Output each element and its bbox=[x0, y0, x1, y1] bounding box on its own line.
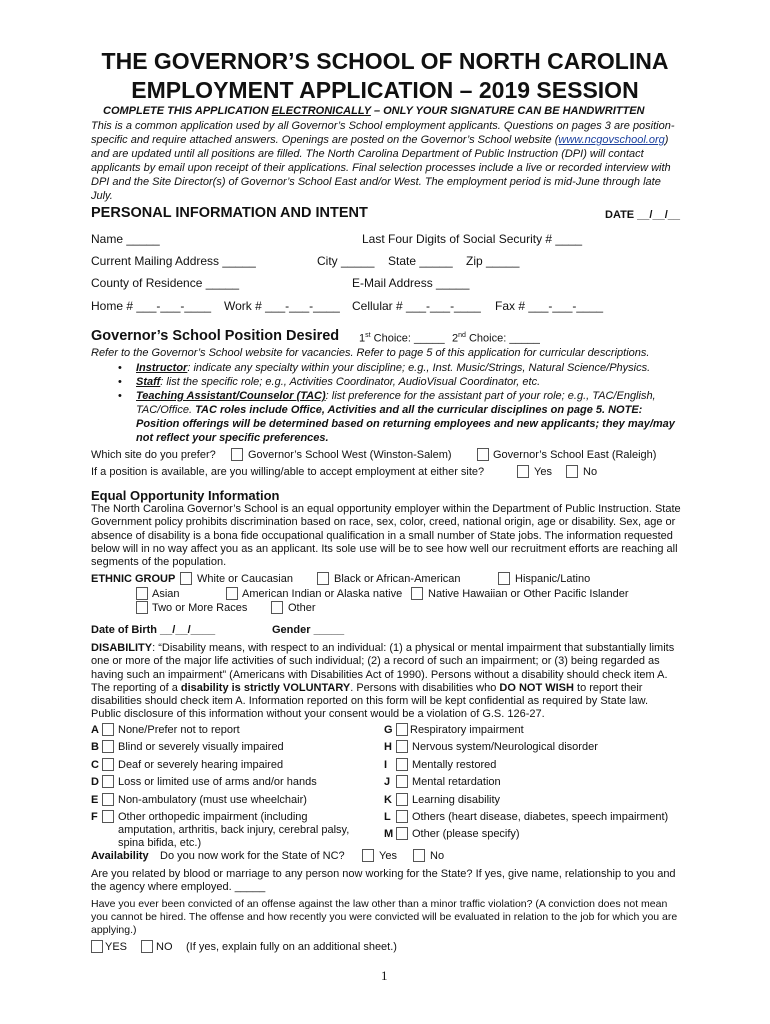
availability-question: Do you now work for the State of NC? bbox=[160, 850, 345, 862]
disability-j-checkbox[interactable] bbox=[396, 775, 408, 788]
american-indian-label: American Indian or Alaska native bbox=[242, 588, 403, 600]
refer-note: Refer to the Governor’s School website for vacancies. Refer to page 5 of this application for curricular descriptions. bbox=[91, 347, 650, 359]
page-title-line2: EMPLOYMENT APPLICATION – 2019 SESSION bbox=[131, 77, 639, 103]
disability-c-checkbox[interactable] bbox=[102, 758, 114, 771]
disability-f-checkbox[interactable] bbox=[102, 810, 114, 823]
bullet-staff: • Staff: list the specific role; e.g., Activities Coordinator, AudioVisual Coordinator, etc. bbox=[136, 375, 681, 389]
disability-d-label: Loss or limited use of arms and/or hands bbox=[118, 776, 317, 788]
disability-letter-m: M bbox=[384, 828, 394, 840]
second-choice-field[interactable]: 2nd Choice: _____ bbox=[452, 332, 540, 345]
convicted-no-label: NO bbox=[156, 941, 173, 953]
disability-c-label: Deaf or severely hearing impaired bbox=[118, 759, 284, 771]
state-work-yes-checkbox[interactable] bbox=[362, 849, 374, 862]
disability-k-checkbox[interactable] bbox=[396, 793, 408, 806]
disability-letter-f: F bbox=[91, 811, 98, 823]
disability-m-label: Other (please specify) bbox=[412, 828, 520, 840]
state-work-yes-label: Yes bbox=[379, 850, 397, 862]
disability-letter-d: D bbox=[91, 776, 99, 788]
name-field[interactable]: Name _____ bbox=[91, 232, 160, 246]
convicted-no-checkbox[interactable] bbox=[141, 940, 153, 953]
site-east-checkbox[interactable] bbox=[477, 448, 489, 461]
disability-letter-j: J bbox=[384, 776, 391, 788]
page-number: 1 bbox=[381, 968, 388, 983]
state-work-no-checkbox[interactable] bbox=[413, 849, 425, 862]
disability-m-checkbox[interactable] bbox=[396, 827, 408, 840]
convicted-yes-checkbox[interactable] bbox=[91, 940, 103, 953]
disability-g-label: Respiratory impairment bbox=[410, 724, 524, 736]
fax-field[interactable]: Fax # ___-___-____ bbox=[495, 299, 604, 313]
city-field[interactable]: City _____ bbox=[317, 254, 375, 268]
intro-paragraph: This is a common application used by all Governor’s School employment applicants. Questions on pages 3 are position-specific and require attached answers. Openings are posted on the Governor’s School website (www.ncgovschool.org) and are updated until all positions are filled. The North Carolina Department of Public Instruction (DPI) will contact applicants by email upon receipt of their applications. Final selection processes include a live or recorded interview with DPI and the Site Director(s) of Governor’s School East and/or West. The employment period is mid-June through late July. bbox=[91, 120, 675, 202]
convicted-yes-label: YES bbox=[105, 941, 128, 953]
asian-label: Asian bbox=[152, 588, 180, 600]
disability-a-checkbox[interactable] bbox=[102, 723, 114, 736]
mailing-address-field[interactable]: Current Mailing Address _____ bbox=[91, 254, 256, 268]
disability-letter-k: K bbox=[384, 794, 392, 806]
convicted-question: Have you ever been convicted of an offense against the law other than a minor traffic violation? (A conviction does not mean you cannot be hired. The offense and how recently you were convicted will be evaluated in relation to the job for which you are applying.) bbox=[91, 898, 678, 936]
disability-f-label-1: Other orthopedic impairment (including bbox=[118, 811, 308, 823]
dob-field[interactable]: Date of Birth __/__/____ bbox=[91, 624, 216, 636]
either-yes-label: Yes bbox=[534, 466, 552, 478]
disability-letter-c: C bbox=[91, 759, 99, 771]
ssn-field[interactable]: Last Four Digits of Social Security # ____ bbox=[362, 232, 583, 246]
site-west-checkbox[interactable] bbox=[231, 448, 243, 461]
position-bullets bbox=[136, 361, 681, 445]
disability-k-label: Learning disability bbox=[412, 794, 501, 806]
disability-letter-i: I bbox=[384, 759, 388, 771]
black-label: Black or African-American bbox=[334, 573, 461, 585]
eeo-body: The North Carolina Governor’s School is an equal opportunity employer within the Department of Public Instruction. State Government policy prohibits discrimination based on race, sex, color, creed, national origin, age or disability. Sex, age or absence of disability is a bona fide occupational qualification in a small number of State jobs. The information requested below will in no way affect you as an applicant. Its sole use will be to see how well our recruitment efforts are reaching all segments of the population. bbox=[91, 503, 681, 569]
disability-h-checkbox[interactable] bbox=[396, 740, 408, 753]
hispanic-checkbox[interactable] bbox=[498, 572, 510, 585]
home-phone-field[interactable]: Home # ___-___-____ bbox=[91, 299, 212, 313]
bullet-instructor: • Instructor: indicate any specialty within your discipline; e.g., Inst. Music/Strings, Natural Science/Physics. bbox=[136, 361, 681, 375]
personal-info-heading: PERSONAL INFORMATION AND INTENT bbox=[91, 205, 368, 221]
first-choice-field[interactable]: 1st Choice: _____ bbox=[359, 332, 445, 345]
other-race-label: Other bbox=[288, 602, 316, 614]
disability-e-checkbox[interactable] bbox=[102, 793, 114, 806]
disability-l-checkbox[interactable] bbox=[396, 810, 408, 823]
black-checkbox[interactable] bbox=[317, 572, 329, 585]
disability-l-label: Others (heart disease, diabetes, speech impairment) bbox=[412, 811, 669, 823]
white-label: White or Caucasian bbox=[197, 573, 293, 585]
either-no-checkbox[interactable] bbox=[566, 465, 578, 478]
site-east-label: Governor’s School East (Raleigh) bbox=[493, 449, 657, 461]
disability-letter-e: E bbox=[91, 794, 99, 806]
asian-checkbox[interactable] bbox=[136, 587, 148, 600]
hawaiian-checkbox[interactable] bbox=[411, 587, 423, 600]
disability-d-checkbox[interactable] bbox=[102, 775, 114, 788]
email-field[interactable]: E-Mail Address _____ bbox=[352, 276, 470, 290]
availability-label: Availability bbox=[91, 850, 149, 862]
site-west-label: Governor’s School West (Winston-Salem) bbox=[248, 449, 452, 461]
disability-h-label: Nervous system/Neurological disorder bbox=[412, 741, 598, 753]
state-work-no-label: No bbox=[430, 850, 445, 862]
disability-e-label: Non-ambulatory (must use wheelchair) bbox=[118, 794, 307, 806]
disability-letter-g: G bbox=[384, 724, 393, 736]
disability-i-label: Mentally restored bbox=[412, 759, 497, 771]
state-field[interactable]: State _____ bbox=[388, 254, 453, 268]
disability-letter-l: L bbox=[384, 811, 391, 823]
related-question: Are you related by blood or marriage to any person now working for the State? If yes, give name, relationship to you and the agency where employed. _____ bbox=[91, 868, 676, 894]
hispanic-label: Hispanic/Latino bbox=[515, 573, 591, 585]
eeo-heading: Equal Opportunity Information bbox=[91, 488, 280, 503]
convicted-note: (If yes, explain fully on an additional sheet.) bbox=[186, 941, 397, 953]
either-no-label: No bbox=[583, 466, 598, 478]
either-yes-checkbox[interactable] bbox=[517, 465, 529, 478]
disability-b-label: Blind or severely visually impaired bbox=[118, 741, 284, 753]
page-title-line1: THE GOVERNOR’S SCHOOL OF NORTH CAROLINA bbox=[101, 48, 669, 74]
either-site-question: If a position is available, are you willing/able to accept employment at either site? bbox=[91, 466, 485, 478]
two-or-more-label: Two or More Races bbox=[152, 602, 248, 614]
american-indian-checkbox[interactable] bbox=[226, 587, 238, 600]
disability-f-label-3: spina bifida, etc.) bbox=[118, 837, 202, 849]
disability-j-label: Mental retardation bbox=[412, 776, 501, 788]
cell-phone-field[interactable]: Cellular # ___-___-____ bbox=[352, 299, 481, 313]
hawaiian-label: Native Hawaiian or Other Pacific Islander bbox=[428, 588, 629, 600]
disability-letter-a: A bbox=[91, 724, 99, 736]
disability-i-checkbox[interactable] bbox=[396, 758, 408, 771]
disability-letter-b: B bbox=[91, 741, 99, 753]
disability-g-checkbox[interactable] bbox=[396, 723, 408, 736]
ethnic-group-label: ETHNIC GROUP bbox=[91, 573, 176, 585]
disability-b-checkbox[interactable] bbox=[102, 740, 114, 753]
position-heading: Governor’s School Position Desired bbox=[91, 328, 340, 344]
disability-paragraph: DISABILITY: “Disability means, with respect to an individual: (1) a physical or mental impairment that substantially limits one or more of the major life activities of such individual; (2) a record of such an impairment; or (3) being regarded as having such an impairment” (Americans with Disabilities Act of 1990). Persons without a disability should check item A. The reporting of a disability is strictly VOLUNTARY. Persons with disabilities who DO NOT WISH to report their disabilities should check item A. Information reported on this form will be kept confidential as required by State law. Public disclosure of this information without your consent would be a violation of G.S. 126-27. bbox=[91, 642, 675, 721]
county-field[interactable]: County of Residence _____ bbox=[91, 276, 240, 290]
date-field[interactable]: DATE __/__/__ bbox=[605, 209, 681, 221]
disability-f-label-2: amputation, arthritis, back injury, cerebral palsy, bbox=[118, 824, 350, 836]
instruction-line: COMPLETE THIS APPLICATION ELECTRONICALLY – ONLY YOUR SIGNATURE CAN BE HANDWRITTEN bbox=[103, 105, 645, 117]
work-phone-field[interactable]: Work # ___-___-____ bbox=[224, 299, 340, 313]
other-race-checkbox[interactable] bbox=[271, 601, 283, 614]
bullet-tac: • Teaching Assistant/Counselor (TAC): list preference for the assistant part of your role; e.g., TAC/English, TAC/Office. TAC roles include Office, Activities and all the curricular disciplines on page 5. NOTE: Position offerings will be determined based on returning employees and new applicants; they may/may not reflect your specific preferences. bbox=[136, 389, 681, 445]
disability-a-label: None/Prefer not to report bbox=[118, 724, 240, 736]
white-checkbox[interactable] bbox=[180, 572, 192, 585]
disability-letter-h: H bbox=[384, 741, 392, 753]
two-or-more-checkbox[interactable] bbox=[136, 601, 148, 614]
website-link[interactable]: www.ncgovschool.org bbox=[558, 134, 665, 146]
zip-field[interactable]: Zip _____ bbox=[466, 254, 520, 268]
gender-field[interactable]: Gender _____ bbox=[272, 624, 345, 636]
site-question: Which site do you prefer? bbox=[91, 449, 216, 461]
